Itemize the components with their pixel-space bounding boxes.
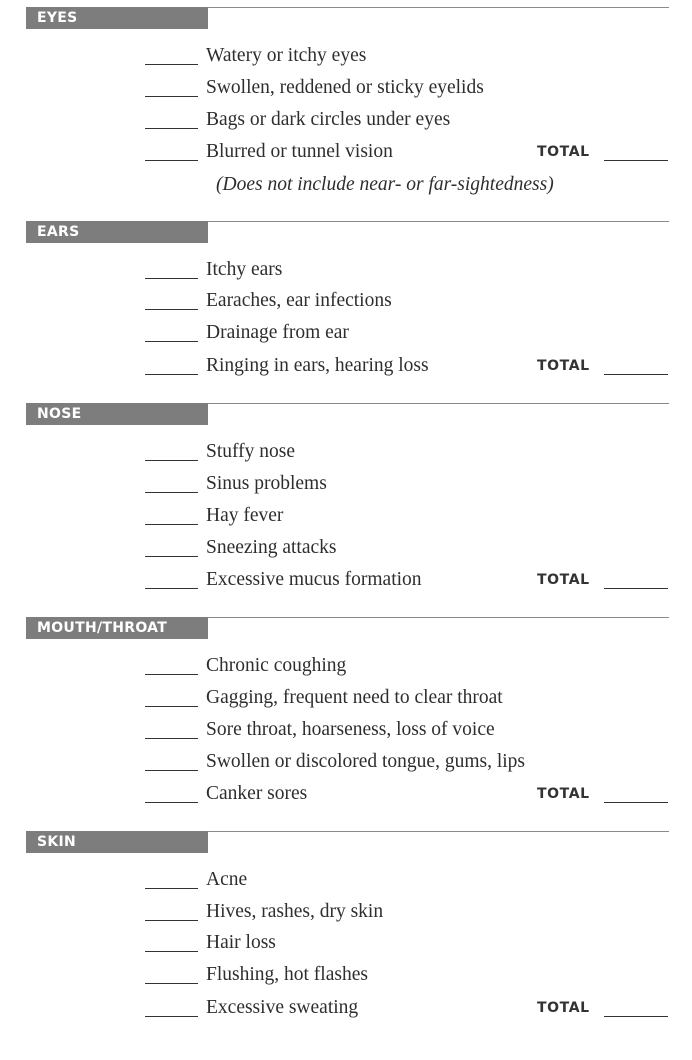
item-label: Drainage from ear <box>206 322 349 343</box>
list-item <box>0 931 692 959</box>
list-item <box>0 718 692 746</box>
total-blank[interactable] <box>604 1016 668 1017</box>
item-label: Acne <box>206 869 248 890</box>
list-item <box>0 76 692 104</box>
score-blank[interactable] <box>145 556 198 557</box>
item-label: Hay fever <box>206 505 284 526</box>
score-blank[interactable] <box>145 674 198 675</box>
item-label: Blurred or tunnel vision <box>206 141 393 162</box>
list-item <box>0 44 692 72</box>
list-item <box>0 504 692 532</box>
total-blank[interactable] <box>604 160 668 161</box>
total-label: TOTAL <box>537 358 590 374</box>
section-header: NOSE <box>26 403 208 425</box>
list-item <box>0 289 692 317</box>
list-item <box>0 686 692 714</box>
section-header: SKIN <box>26 831 208 853</box>
item-label: Sinus problems <box>206 473 327 494</box>
total-label: TOTAL <box>537 144 590 160</box>
item-label: Excessive mucus formation <box>206 569 422 590</box>
item-label: Excessive sweating <box>206 997 359 1018</box>
score-blank[interactable] <box>145 374 198 375</box>
score-blank[interactable] <box>145 706 198 707</box>
score-blank[interactable] <box>145 309 198 310</box>
list-item <box>0 108 692 136</box>
list-item <box>0 472 692 500</box>
item-label: Chronic coughing <box>206 655 347 676</box>
score-blank[interactable] <box>145 983 198 984</box>
total-label: TOTAL <box>537 572 590 588</box>
list-item <box>0 568 692 596</box>
score-blank[interactable] <box>145 460 198 461</box>
list-item <box>0 782 692 810</box>
score-blank[interactable] <box>145 770 198 771</box>
list-item <box>0 868 692 896</box>
list-item <box>0 963 692 991</box>
list-item <box>0 321 692 349</box>
score-blank[interactable] <box>145 160 198 161</box>
list-item <box>0 354 692 382</box>
list-item <box>0 900 692 928</box>
item-label: Itchy ears <box>206 259 283 280</box>
score-blank[interactable] <box>145 96 198 97</box>
section-header: EYES <box>26 7 208 29</box>
section-note: (Does not include near- or far-sightedness) <box>216 174 554 195</box>
item-label: Flushing, hot flashes <box>206 964 368 985</box>
score-blank[interactable] <box>145 802 198 803</box>
item-label: Watery or itchy eyes <box>206 45 367 66</box>
item-label: Stuffy nose <box>206 441 296 462</box>
score-blank[interactable] <box>145 920 198 921</box>
score-blank[interactable] <box>145 524 198 525</box>
item-label: Sore throat, hoarseness, loss of voice <box>206 719 495 740</box>
list-item <box>0 996 692 1024</box>
list-item <box>0 654 692 682</box>
item-label: Bags or dark circles under eyes <box>206 109 451 130</box>
total-blank[interactable] <box>604 374 668 375</box>
item-label: Swollen or discolored tongue, gums, lips <box>206 751 526 772</box>
list-item <box>0 440 692 468</box>
score-blank[interactable] <box>145 738 198 739</box>
total-label: TOTAL <box>537 786 590 802</box>
score-blank[interactable] <box>145 588 198 589</box>
list-item <box>0 258 692 286</box>
score-blank[interactable] <box>145 492 198 493</box>
total-blank[interactable] <box>604 802 668 803</box>
score-blank[interactable] <box>145 64 198 65</box>
score-blank[interactable] <box>145 951 198 952</box>
item-label: Ringing in ears, hearing loss <box>206 355 429 376</box>
score-blank[interactable] <box>145 128 198 129</box>
score-blank[interactable] <box>145 888 198 889</box>
list-item <box>0 140 692 168</box>
total-blank[interactable] <box>604 588 668 589</box>
item-label: Gagging, frequent need to clear throat <box>206 687 503 708</box>
item-label: Hair loss <box>206 932 276 953</box>
item-label: Earaches, ear infections <box>206 290 392 311</box>
list-item <box>0 750 692 778</box>
section-header: MOUTH/THROAT <box>26 617 208 639</box>
score-blank[interactable] <box>145 341 198 342</box>
item-label: Swollen, reddened or sticky eyelids <box>206 77 484 98</box>
list-item <box>0 536 692 564</box>
item-label: Canker sores <box>206 783 308 804</box>
total-label: TOTAL <box>537 1000 590 1016</box>
item-label: Hives, rashes, dry skin <box>206 901 384 922</box>
item-label: Sneezing attacks <box>206 537 337 558</box>
section-header: EARS <box>26 221 208 243</box>
score-blank[interactable] <box>145 278 198 279</box>
score-blank[interactable] <box>145 1016 198 1017</box>
